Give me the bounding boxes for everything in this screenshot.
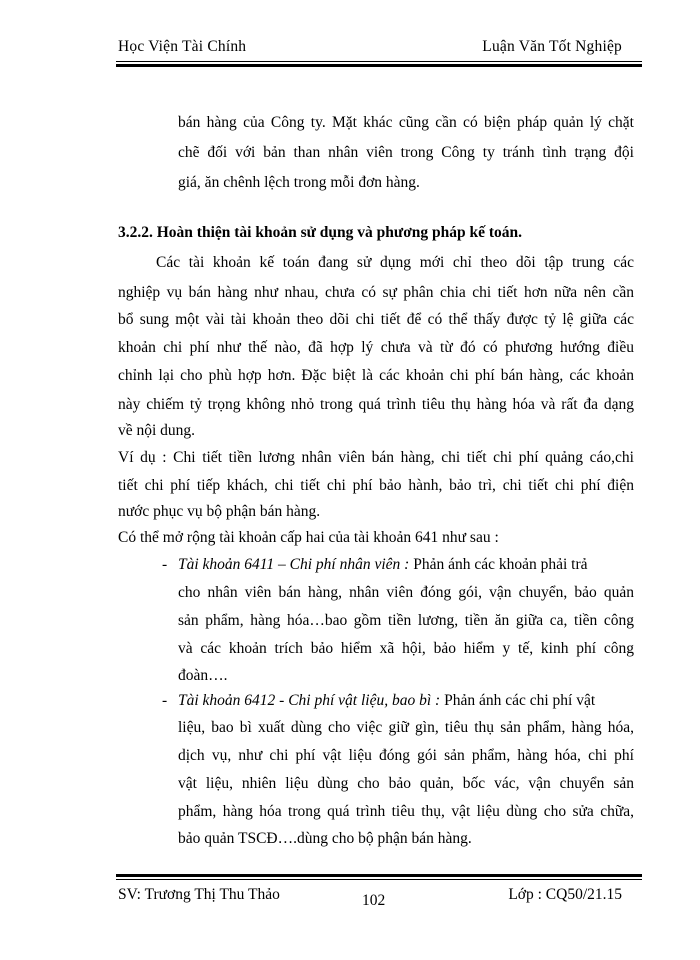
- footer-rule-thick: [116, 874, 642, 877]
- header-school: Học Viện Tài Chính: [118, 38, 247, 55]
- para1-line: giá, ăn chênh lệch trong mỗi đơn hàng.: [178, 174, 420, 191]
- header-rule-thin: [116, 61, 642, 62]
- para2-line: khoản chi phí như thế nào, đã hợp lý chưa và từ đó có phương hướng điều: [118, 339, 634, 356]
- item2-line: phẩm, hàng hóa trong quá trình tiêu thụ, vật liệu dùng cho sửa chữa,: [178, 803, 634, 820]
- item1-title: Tài khoản 6411 – Chi phí nhân viên :: [178, 556, 410, 573]
- para4-line: Có thể mở rộng tài khoản cấp hai của tài khoản 641 như sau :: [118, 529, 499, 546]
- para3-line: Ví dụ : Chi tiết tiền lương nhân viên bán hàng, chi tiết chi phí quảng cáo,chi: [118, 449, 634, 466]
- header-title: Luận Văn Tốt Nghiệp: [482, 38, 622, 55]
- item1-line: đoàn….: [178, 667, 228, 684]
- item1-line: và các khoản trích bảo hiểm xã hội, bảo hiểm y tế, kinh phí công: [178, 640, 634, 657]
- para2-line: chỉnh lại cho phù hợp hơn. Đặc biệt là các khoản chi phí bán hàng, các khoản: [118, 367, 634, 384]
- para3-line: nước phục vụ bộ phận bán hàng.: [118, 503, 321, 520]
- item1-first-line: [178, 556, 588, 574]
- bullet-dash: -: [162, 556, 168, 573]
- para2-line: Các tài khoản kế toán đang sử dụng mới chỉ theo dõi tập trung các: [156, 254, 634, 271]
- item2-line: vật liệu, nhiên liệu dùng cho bảo quản, bốc vác, vận chuyển sản: [178, 775, 634, 792]
- item2-line: dịch vụ, như chi phí vật liệu đóng gói sản phẩm, hàng hóa, chi phí: [178, 747, 634, 764]
- item1-line: sản phẩm, hàng hóa…bao gồm tiền lương, tiền ăn giữa ca, tiền công: [178, 612, 634, 629]
- para2-line: nghiệp vụ bán hàng như nhau, chưa có sự phân chia chi tiết hơn nữa nên cần: [118, 284, 634, 301]
- item1-line: cho nhân viên bán hàng, nhân viên đóng gói, vận chuyển, bảo quản: [178, 584, 634, 601]
- para1-line: bán hàng của Công ty. Mặt khác cũng cần có biện pháp quản lý chặt: [178, 114, 634, 131]
- para2-line: bổ sung một vài tài khoản theo dõi chi tiết để có thể thấy được tỷ lệ giữa các: [118, 311, 634, 328]
- section-heading: 3.2.2. Hoàn thiện tài khoản sử dụng và phương pháp kế toán.: [118, 224, 523, 241]
- para1-line: chẽ đối với bản than nhân viên trong Công ty tránh tình trạng đội: [178, 144, 634, 161]
- header-rule-thick: [116, 64, 642, 67]
- footer-rule-thin: [116, 879, 642, 880]
- item2-line: liệu, bao bì xuất dùng cho việc giữ gìn, tiêu thụ sản phẩm, hàng hóa,: [178, 719, 634, 736]
- item2-title: Tài khoản 6412 - Chi phí vật liệu, bao bì :: [178, 692, 441, 709]
- bullet-dash: -: [162, 692, 168, 709]
- para2-line: về nội dung.: [118, 422, 196, 439]
- para2-line: này chiếm tỷ trọng không nhỏ trong quá trình tiêu thụ hàng hóa và rất đa dạng: [118, 396, 634, 413]
- item2-first-rest: Phản ánh các chi phí vật: [440, 692, 596, 709]
- item2-line: bảo quản TSCĐ….dùng cho bộ phận bán hàng.: [178, 830, 472, 847]
- page-number: 102: [362, 892, 386, 909]
- para3-line: tiết chi phí tiếp khách, chi tiết chi phí bảo hành, bảo trì, chi tiết chi phí điện: [118, 477, 634, 494]
- item2-first-line: [178, 692, 595, 710]
- footer-student: SV: Trương Thị Thu Thảo: [118, 886, 280, 903]
- item1-first-rest: Phản ánh các khoản phải trả: [409, 556, 588, 573]
- footer-class: Lớp : CQ50/21.15: [508, 886, 622, 903]
